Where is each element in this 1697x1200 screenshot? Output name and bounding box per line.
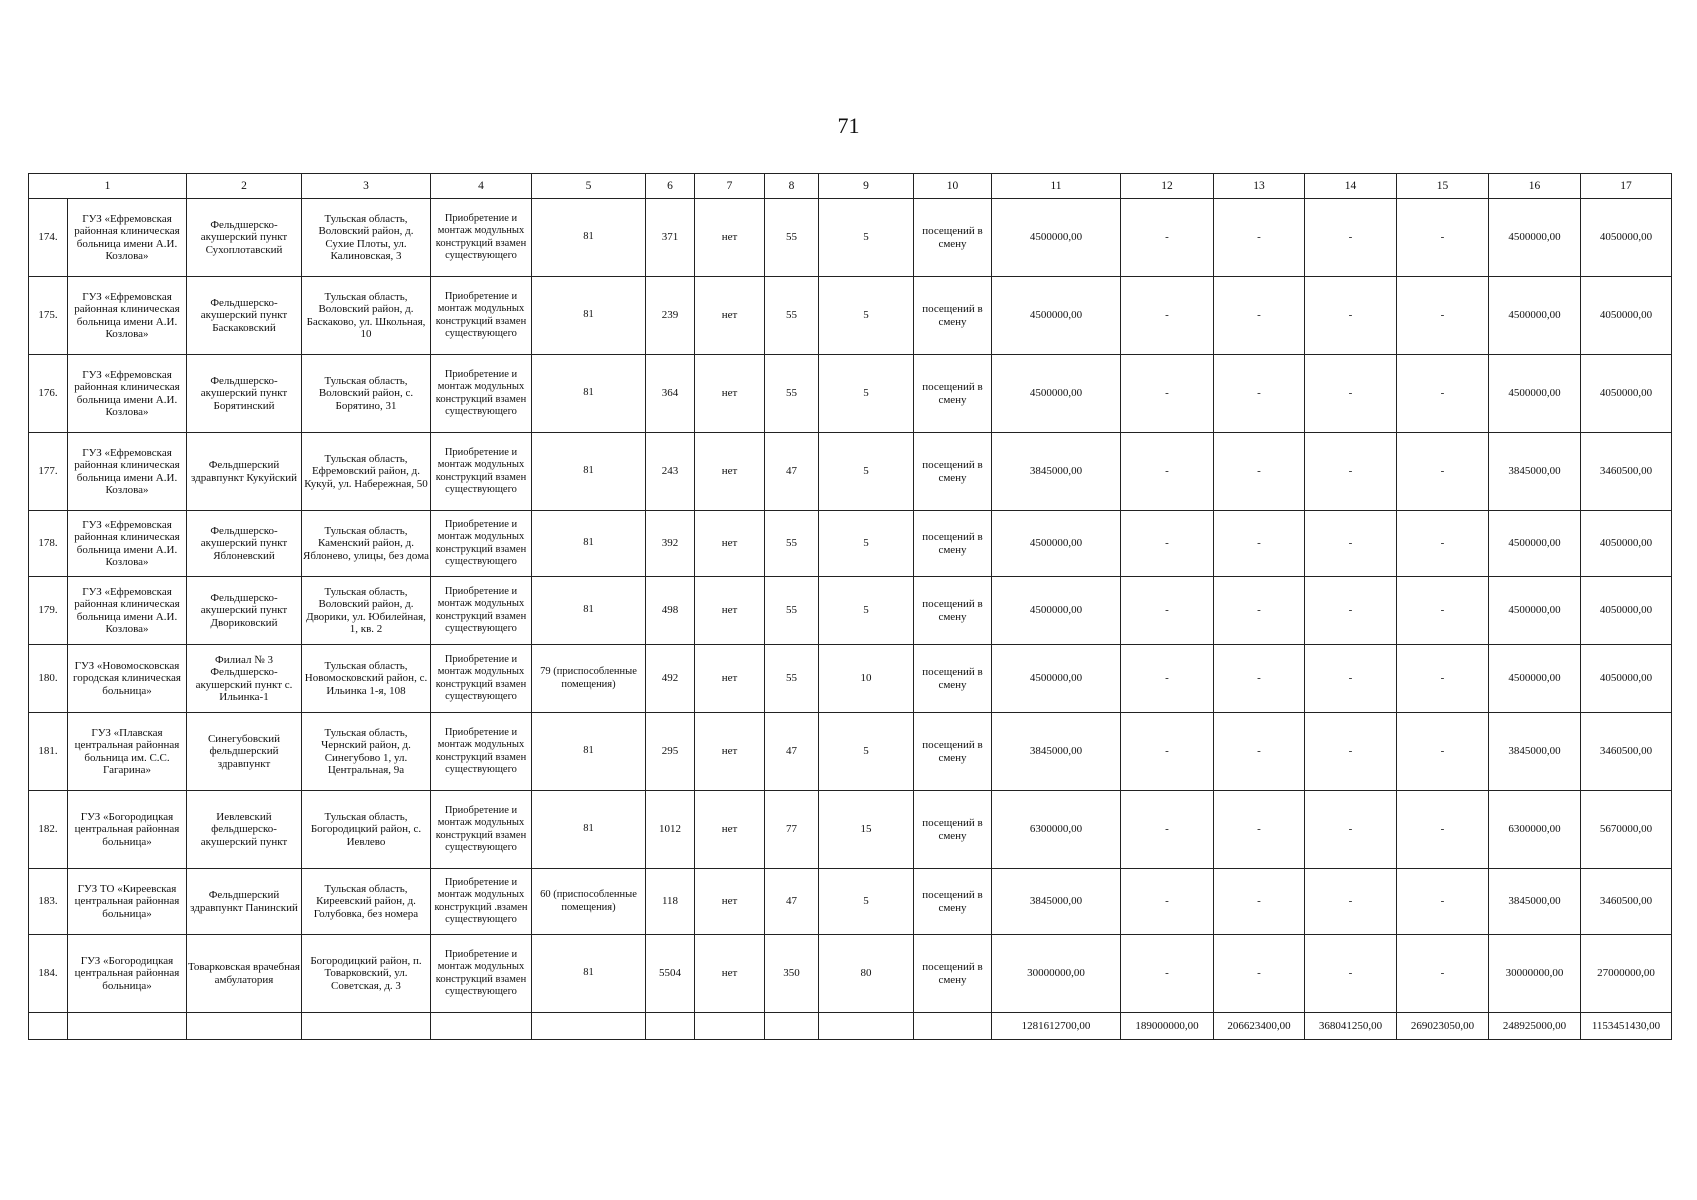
cell-row-number: 183.	[29, 869, 68, 935]
cell-capacity-area: 55	[765, 645, 819, 713]
cell-work-type: Приобретение и монтаж модульных конструкций взамен существующего	[431, 199, 532, 277]
cell-row-number: 175.	[29, 277, 68, 355]
cell-cost-total: 4500000,00	[992, 577, 1121, 645]
cell-capacity-area: 55	[765, 577, 819, 645]
cell-served-population: 243	[646, 433, 695, 511]
cell-served-population: 295	[646, 713, 695, 791]
cell-cost-total: 6300000,00	[992, 791, 1121, 869]
cell-work-type: Приобретение и монтаж модульных конструкций взамен существующего	[431, 433, 532, 511]
cell-cost-col-14: -	[1305, 433, 1397, 511]
cell-alternative: нет	[695, 433, 765, 511]
cell-cost-col-13: -	[1214, 869, 1305, 935]
cell-cost-col-14: -	[1305, 199, 1397, 277]
cell-work-type: Приобретение и монтаж модульных конструкций взамен существующего	[431, 277, 532, 355]
totals-empty-cell	[646, 1013, 695, 1040]
cell-capacity-value: 5	[819, 713, 914, 791]
cell-capacity-unit: посещений в смену	[914, 577, 992, 645]
cell-capacity-unit: посещений в смену	[914, 199, 992, 277]
cell-alternative: нет	[695, 355, 765, 433]
cell-cost-total: 4500000,00	[992, 645, 1121, 713]
cell-facility-name: Иевлевский фельдшерско-акушерский пункт	[187, 791, 302, 869]
cell-cost-col-15: -	[1397, 791, 1489, 869]
cell-cost-col-14: -	[1305, 869, 1397, 935]
total-col-11: 1281612700,00	[992, 1013, 1121, 1040]
cell-institution: ГУЗ «Ефремовская районная клиническая больница имени А.И. Козлова»	[68, 511, 187, 577]
totals-empty-cell	[68, 1013, 187, 1040]
cell-cost-col-17: 5670000,00	[1581, 791, 1672, 869]
column-header-1: 1	[29, 174, 187, 199]
cell-work-type: Приобретение и монтаж модульных конструкций .взамен существующего	[431, 869, 532, 935]
cell-institution: ГУЗ «Плавская центральная районная больница им. С.С. Гагарина»	[68, 713, 187, 791]
cell-cost-total: 4500000,00	[992, 511, 1121, 577]
cell-capacity-area: 55	[765, 511, 819, 577]
cell-facility-name: Фельдшерско-акушерский пункт Яблоневский	[187, 511, 302, 577]
cell-institution: ГУЗ «Ефремовская районная клиническая больница имени А.И. Козлова»	[68, 433, 187, 511]
cell-building-type: 81	[532, 199, 646, 277]
cell-capacity-value: 5	[819, 355, 914, 433]
cell-alternative: нет	[695, 935, 765, 1013]
cell-cost-col-16: 4500000,00	[1489, 577, 1581, 645]
cell-capacity-area: 55	[765, 355, 819, 433]
cell-alternative: нет	[695, 791, 765, 869]
cell-address: Тульская область, Киреевский район, д. Голубовка, без номера	[302, 869, 431, 935]
cell-facility-name: Фельдшерско-акушерский пункт Сухоплотавский	[187, 199, 302, 277]
cell-cost-col-17: 4050000,00	[1581, 577, 1672, 645]
cell-cost-col-12: -	[1121, 645, 1214, 713]
cell-capacity-value: 5	[819, 277, 914, 355]
cell-cost-col-12: -	[1121, 433, 1214, 511]
cell-work-type: Приобретение и монтаж модульных конструкций взамен существующего	[431, 935, 532, 1013]
cell-cost-col-17: 4050000,00	[1581, 511, 1672, 577]
column-header-16: 16	[1489, 174, 1581, 199]
cell-cost-col-15: -	[1397, 713, 1489, 791]
cell-building-type: 81	[532, 433, 646, 511]
cell-work-type: Приобретение и монтаж модульных конструкций взамен существующего	[431, 577, 532, 645]
cell-cost-col-13: -	[1214, 433, 1305, 511]
cell-building-type: 81	[532, 713, 646, 791]
cell-cost-col-12: -	[1121, 355, 1214, 433]
cell-institution: ГУЗ «Богородицкая центральная районная больница»	[68, 935, 187, 1013]
cell-cost-total: 3845000,00	[992, 433, 1121, 511]
cell-capacity-value: 5	[819, 577, 914, 645]
cell-institution: ГУЗ «Новомосковская городская клиническая больница»	[68, 645, 187, 713]
column-header-10: 10	[914, 174, 992, 199]
table-row	[29, 645, 1672, 713]
cell-address: Тульская область, Воловский район, с. Борятино, 31	[302, 355, 431, 433]
column-header-2: 2	[187, 174, 302, 199]
column-header-14: 14	[1305, 174, 1397, 199]
cell-cost-col-15: -	[1397, 511, 1489, 577]
cell-served-population: 364	[646, 355, 695, 433]
cell-alternative: нет	[695, 645, 765, 713]
cell-institution: ГУЗ «Ефремовская районная клиническая больница имени А.И. Козлова»	[68, 577, 187, 645]
totals-empty-cell	[187, 1013, 302, 1040]
cell-capacity-unit: посещений в смену	[914, 277, 992, 355]
cell-facility-name: Товарковская врачебная амбулатория	[187, 935, 302, 1013]
cell-address: Тульская область, Богородицкий район, с. Иевлево	[302, 791, 431, 869]
cell-cost-col-15: -	[1397, 645, 1489, 713]
cell-served-population: 239	[646, 277, 695, 355]
table-row	[29, 277, 1672, 355]
total-col-12: 189000000,00	[1121, 1013, 1214, 1040]
cell-capacity-unit: посещений в смену	[914, 869, 992, 935]
cell-facility-name: Синегубовский фельдшерский здравпункт	[187, 713, 302, 791]
cell-facility-name: Фельдшерско-акушерский пункт Борятинский	[187, 355, 302, 433]
column-header-17: 17	[1581, 174, 1672, 199]
cell-building-type: 81	[532, 355, 646, 433]
table-row	[29, 791, 1672, 869]
cell-institution: ГУЗ «Богородицкая центральная районная больница»	[68, 791, 187, 869]
cell-cost-col-14: -	[1305, 791, 1397, 869]
column-header-5: 5	[532, 174, 646, 199]
cell-served-population: 492	[646, 645, 695, 713]
cell-cost-total: 30000000,00	[992, 935, 1121, 1013]
cell-cost-col-15: -	[1397, 577, 1489, 645]
cell-capacity-value: 5	[819, 433, 914, 511]
totals-empty-cell	[431, 1013, 532, 1040]
cell-cost-col-13: -	[1214, 355, 1305, 433]
cell-capacity-area: 55	[765, 199, 819, 277]
cell-served-population: 118	[646, 869, 695, 935]
cell-cost-col-14: -	[1305, 577, 1397, 645]
cell-capacity-value: 5	[819, 511, 914, 577]
cell-building-type: 81	[532, 577, 646, 645]
cell-cost-col-14: -	[1305, 511, 1397, 577]
cell-work-type: Приобретение и монтаж модульных конструкций взамен существующего	[431, 355, 532, 433]
cell-capacity-unit: посещений в смену	[914, 511, 992, 577]
total-col-16: 248925000,00	[1489, 1013, 1581, 1040]
cell-row-number: 178.	[29, 511, 68, 577]
cell-work-type: Приобретение и монтаж модульных конструкций взамен существующего	[431, 713, 532, 791]
cell-row-number: 177.	[29, 433, 68, 511]
cell-capacity-area: 55	[765, 277, 819, 355]
cell-cost-col-15: -	[1397, 433, 1489, 511]
cell-building-type: 79 (приспособленные помещения)	[532, 645, 646, 713]
cell-address: Тульская область, Воловский район, д. Баскаково, ул. Школьная, 10	[302, 277, 431, 355]
cell-facility-name: Фельдшерско-акушерский пункт Баскаковский	[187, 277, 302, 355]
cell-cost-total: 4500000,00	[992, 199, 1121, 277]
table-row	[29, 935, 1672, 1013]
cell-building-type: 81	[532, 935, 646, 1013]
cell-alternative: нет	[695, 511, 765, 577]
total-col-13: 206623400,00	[1214, 1013, 1305, 1040]
cell-work-type: Приобретение и монтаж модульных конструкций взамен существующего	[431, 645, 532, 713]
cell-cost-col-16: 30000000,00	[1489, 935, 1581, 1013]
cell-cost-col-17: 27000000,00	[1581, 935, 1672, 1013]
cell-cost-col-16: 4500000,00	[1489, 355, 1581, 433]
column-header-8: 8	[765, 174, 819, 199]
cell-cost-col-13: -	[1214, 277, 1305, 355]
cell-capacity-value: 5	[819, 199, 914, 277]
cell-capacity-area: 47	[765, 869, 819, 935]
cell-cost-col-14: -	[1305, 277, 1397, 355]
cell-address: Тульская область, Воловский район, д. Дворики, ул. Юбилейная, 1, кв. 2	[302, 577, 431, 645]
cell-address: Тульская область, Новомосковский район, с. Ильинка 1-я, 108	[302, 645, 431, 713]
cell-row-number: 174.	[29, 199, 68, 277]
cell-cost-total: 4500000,00	[992, 355, 1121, 433]
cell-cost-total: 3845000,00	[992, 869, 1121, 935]
cell-cost-col-16: 3845000,00	[1489, 869, 1581, 935]
cell-capacity-unit: посещений в смену	[914, 935, 992, 1013]
cell-cost-col-12: -	[1121, 577, 1214, 645]
cell-cost-col-12: -	[1121, 277, 1214, 355]
cell-cost-col-17: 3460500,00	[1581, 713, 1672, 791]
table-row	[29, 355, 1672, 433]
cell-institution: ГУЗ «Ефремовская районная клиническая больница имени А.И. Козлова»	[68, 355, 187, 433]
totals-empty-cell	[302, 1013, 431, 1040]
cell-cost-col-17: 4050000,00	[1581, 645, 1672, 713]
cell-row-number: 182.	[29, 791, 68, 869]
cell-building-type: 81	[532, 791, 646, 869]
cell-building-type: 60 (приспособленные помещения)	[532, 869, 646, 935]
cell-cost-col-17: 3460500,00	[1581, 433, 1672, 511]
column-header-9: 9	[819, 174, 914, 199]
cell-address: Тульская область, Чернский район, д. Синегубово 1, ул. Центральная, 9а	[302, 713, 431, 791]
totals-row	[29, 1013, 1672, 1040]
cell-cost-col-12: -	[1121, 511, 1214, 577]
cell-served-population: 1012	[646, 791, 695, 869]
cell-cost-col-14: -	[1305, 713, 1397, 791]
cell-cost-col-12: -	[1121, 199, 1214, 277]
cell-served-population: 371	[646, 199, 695, 277]
cell-capacity-unit: посещений в смену	[914, 791, 992, 869]
cell-cost-col-12: -	[1121, 791, 1214, 869]
column-header-3: 3	[302, 174, 431, 199]
column-header-15: 15	[1397, 174, 1489, 199]
cell-cost-col-16: 4500000,00	[1489, 277, 1581, 355]
cell-cost-col-16: 6300000,00	[1489, 791, 1581, 869]
header-row	[29, 174, 1672, 199]
table-row	[29, 199, 1672, 277]
cell-cost-col-17: 4050000,00	[1581, 355, 1672, 433]
table-body	[29, 199, 1672, 1013]
cell-address: Богородицкий район, п. Товарковский, ул. Советская, д. 3	[302, 935, 431, 1013]
cell-facility-name: Филиал № 3 Фельдшерско-акушерский пункт с. Ильинка-1	[187, 645, 302, 713]
cell-alternative: нет	[695, 577, 765, 645]
totals-empty-cell	[695, 1013, 765, 1040]
cell-cost-col-17: 3460500,00	[1581, 869, 1672, 935]
totals-empty-cell	[914, 1013, 992, 1040]
cell-facility-name: Фельдшерско-акушерский пункт Двориковский	[187, 577, 302, 645]
column-header-6: 6	[646, 174, 695, 199]
cell-facility-name: Фельдшерский здравпункт Панинский	[187, 869, 302, 935]
cell-row-number: 176.	[29, 355, 68, 433]
total-col-14: 368041250,00	[1305, 1013, 1397, 1040]
cell-capacity-unit: посещений в смену	[914, 433, 992, 511]
cell-institution: ГУЗ «Ефремовская районная клиническая больница имени А.И. Козлова»	[68, 199, 187, 277]
cell-cost-col-17: 4050000,00	[1581, 277, 1672, 355]
cell-served-population: 498	[646, 577, 695, 645]
cell-cost-col-13: -	[1214, 791, 1305, 869]
cell-capacity-value: 5	[819, 869, 914, 935]
cell-capacity-unit: посещений в смену	[914, 713, 992, 791]
cell-capacity-value: 80	[819, 935, 914, 1013]
column-header-13: 13	[1214, 174, 1305, 199]
cell-cost-col-15: -	[1397, 869, 1489, 935]
cell-alternative: нет	[695, 277, 765, 355]
totals-empty-cell	[29, 1013, 68, 1040]
cell-cost-col-16: 4500000,00	[1489, 511, 1581, 577]
cell-row-number: 184.	[29, 935, 68, 1013]
cell-institution: ГУЗ «Ефремовская районная клиническая больница имени А.И. Козлова»	[68, 277, 187, 355]
cell-cost-col-16: 3845000,00	[1489, 433, 1581, 511]
column-header-12: 12	[1121, 174, 1214, 199]
cell-cost-col-13: -	[1214, 577, 1305, 645]
totals-empty-cell	[819, 1013, 914, 1040]
cell-cost-col-17: 4050000,00	[1581, 199, 1672, 277]
table-row	[29, 511, 1672, 577]
cell-capacity-area: 47	[765, 433, 819, 511]
cell-cost-col-13: -	[1214, 935, 1305, 1013]
cell-cost-col-13: -	[1214, 199, 1305, 277]
cell-work-type: Приобретение и монтаж модульных конструкций взамен существующего	[431, 511, 532, 577]
cell-capacity-area: 47	[765, 713, 819, 791]
cell-cost-col-14: -	[1305, 355, 1397, 433]
cell-cost-col-15: -	[1397, 935, 1489, 1013]
totals-empty-cell	[765, 1013, 819, 1040]
cell-capacity-value: 15	[819, 791, 914, 869]
column-header-7: 7	[695, 174, 765, 199]
cell-building-type: 81	[532, 511, 646, 577]
cell-capacity-unit: посещений в смену	[914, 355, 992, 433]
cell-alternative: нет	[695, 199, 765, 277]
cell-address: Тульская область, Воловский район, д. Сухие Плоты, ул. Калиновская, 3	[302, 199, 431, 277]
cell-cost-col-12: -	[1121, 869, 1214, 935]
total-col-15: 269023050,00	[1397, 1013, 1489, 1040]
cell-cost-col-14: -	[1305, 935, 1397, 1013]
cell-address: Тульская область, Ефремовский район, д. Кукуй, ул. Набережная, 50	[302, 433, 431, 511]
cell-cost-col-13: -	[1214, 713, 1305, 791]
column-header-4: 4	[431, 174, 532, 199]
cell-work-type: Приобретение и монтаж модульных конструкций взамен существующего	[431, 791, 532, 869]
cell-institution: ГУЗ ТО «Киреевская центральная районная больница»	[68, 869, 187, 935]
cell-row-number: 181.	[29, 713, 68, 791]
totals-empty-cell	[532, 1013, 646, 1040]
table-row	[29, 713, 1672, 791]
cell-cost-col-13: -	[1214, 645, 1305, 713]
cell-alternative: нет	[695, 869, 765, 935]
total-col-17: 1153451430,00	[1581, 1013, 1672, 1040]
cell-facility-name: Фельдшерский здравпункт Кукуйский	[187, 433, 302, 511]
cell-capacity-area: 77	[765, 791, 819, 869]
table-row	[29, 577, 1672, 645]
cell-cost-col-14: -	[1305, 645, 1397, 713]
cell-cost-col-16: 4500000,00	[1489, 199, 1581, 277]
cell-cost-total: 3845000,00	[992, 713, 1121, 791]
cell-cost-total: 4500000,00	[992, 277, 1121, 355]
cell-cost-col-15: -	[1397, 199, 1489, 277]
cell-cost-col-16: 4500000,00	[1489, 645, 1581, 713]
cell-served-population: 392	[646, 511, 695, 577]
column-header-11: 11	[992, 174, 1121, 199]
table-row	[29, 869, 1672, 935]
table-row	[29, 433, 1672, 511]
cell-cost-col-16: 3845000,00	[1489, 713, 1581, 791]
registry-table	[28, 173, 1672, 1040]
cell-capacity-unit: посещений в смену	[914, 645, 992, 713]
cell-row-number: 180.	[29, 645, 68, 713]
cell-cost-col-12: -	[1121, 935, 1214, 1013]
cell-building-type: 81	[532, 277, 646, 355]
cell-row-number: 179.	[29, 577, 68, 645]
cell-cost-col-15: -	[1397, 355, 1489, 433]
cell-cost-col-12: -	[1121, 713, 1214, 791]
cell-address: Тульская область, Каменский район, д. Яблонево, улицы, без дома	[302, 511, 431, 577]
cell-cost-col-13: -	[1214, 511, 1305, 577]
cell-capacity-area: 350	[765, 935, 819, 1013]
page-number: 71	[837, 113, 860, 138]
cell-alternative: нет	[695, 713, 765, 791]
cell-capacity-value: 10	[819, 645, 914, 713]
cell-served-population: 5504	[646, 935, 695, 1013]
cell-cost-col-15: -	[1397, 277, 1489, 355]
